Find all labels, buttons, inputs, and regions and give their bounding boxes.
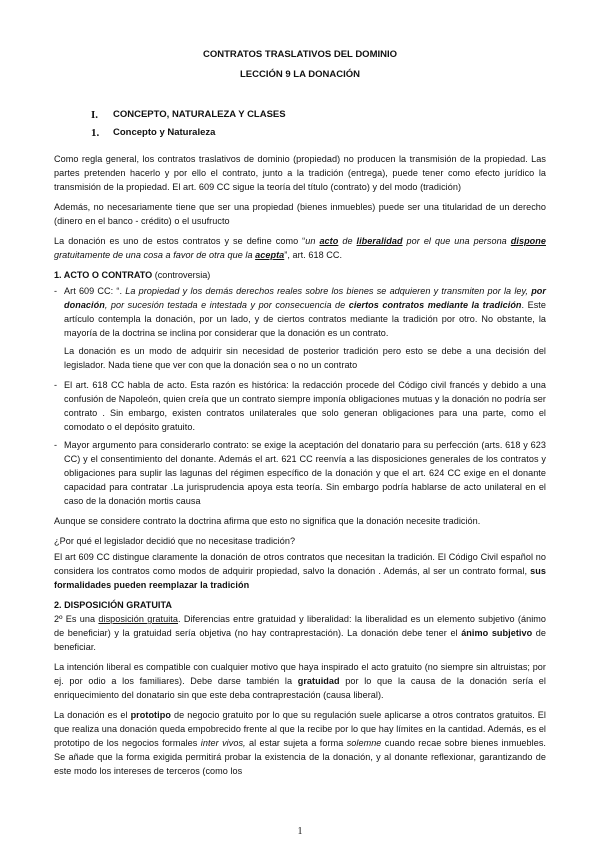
page-number: 1: [297, 826, 303, 837]
paragraph-question: ¿Por qué el legislador decidió que no necesitase tradición?: [54, 536, 296, 546]
paragraph-8: La intención liberal es compatible con cualquier motivo que haya inspirado el acto gratuito (no siempre sin altruistas; por ej. por odio a los familiares). Debe darse también la gratuidad por lo que la causa de la donación sería el enriquecimiento del donatario sin que este deba contraprestación (causa liberal).: [54, 662, 546, 700]
subsection-heading-1: [91, 126, 546, 140]
subsection-number: 1.: [91, 127, 100, 139]
paragraph-6: El art 609 CC distingue claramente la donación de otros contratos que necesitan la tradición. El Código Civil español no considera los contratos como modos de adquirir propiedad, salvo la donación . Además, al ser un contrato formal, sus formalidades pueden reemplazar la tradición: [54, 552, 546, 590]
bullet-1-continuation: La donación es un modo de adquirir sin necesidad de posterior tradición pero esto se debe a una decisión del legislador. Nada tiene que ver con que la donación sea o no un contrato: [64, 346, 546, 370]
section-number: I.: [91, 109, 99, 121]
lesson-title: LECCIÓN 9 LA DONACIÓN: [240, 69, 360, 80]
heading-disposicion-gratuita: 2. DISPOSICIÓN GRATUITA: [54, 600, 172, 610]
paragraph-2: Además, no necesariamente tiene que ser una propiedad (bienes inmuebles) puede ser una titularidad de un derecho (dinero en el banco - crédito) o el usufructo: [54, 202, 546, 226]
document-page: [54, 48, 546, 784]
paragraph-1: Como regla general, los contratos traslativos de dominio (propiedad) no producen la transmisión de la propiedad. Las partes pretenden hacerlo y por ello el contrato, junto a la tradición (entrega), puede tener como efecto jurídico la transmisión de la propiedad. El art. 609 CC sigue la teoría del título (contrato) y del modo (tradición): [54, 154, 546, 192]
subsection-title: Concepto y Naturaleza: [113, 127, 216, 138]
paragraph-4: Aunque se considere contrato la doctrina afirma que esto no significa que la donación necesite tradición.: [54, 516, 481, 526]
paragraph-9: La donación es el prototipo de negocio gratuito por lo que su regulación suele aplicarse a otros contratos gratuitos. El que realiza una donación queda empobrecido frente al que la recibe por lo que hay límites en la cantidad. Además, es el prototipo de los negocios formales inter vivos, al estar sujeta a forma solemne cuando recae sobre bienes inmuebles. Se añade que la forma exigida permitirá probar la existencia de la donación, y al donante reflexionar, garantizando de este modo los intereses de terceros (como los: [54, 710, 546, 776]
paragraph-3: La donación es uno de estos contratos y se define como “un acto de liberalidad por el que una persona dispone gratuitamente de una cosa a favor de otra que la acepta”, art. 618 CC.: [54, 236, 546, 260]
document-title: CONTRATOS TRASLATIVOS DEL DOMINIO: [202, 49, 398, 60]
bullet-3: - Mayor argumento para considerarlo contrato: se exige la aceptación del donatario para su perfección (arts. 618 y 623 CC) y el consentimiento del donante. Además el art. 621 CC reenvía a las disposiciones generales de los contratos y obligaciones para suplir las lagunas del régimen específico de la donación y que el art. 624 CC exige en el donante capacidad para contratar .La jurisprudencia apoya esta teoría. Sin embargo podría hablarse de acto unilateral en el caso de la donación mortis causa: [54, 440, 546, 506]
bullet-2: - El art. 618 CC habla de acto. Esta razón es histórica: la redacción procede del Código civil francés y debido a una confusión de Napoleón, quien creía que un contrato siempre imponía obligaciones mutuas y la donación no podría ser contrato . Sin embargo, existen contratos unilaterales que solo generan obligaciones para una parte, como el comodato o el depósito gratuito.: [54, 380, 546, 432]
section-title: CONCEPTO, NATURALEZA Y CLASES: [113, 109, 286, 120]
section-heading-1: [91, 108, 546, 122]
bullet-1: - Art 609 CC: “. La propiedad y los demás derechos reales sobre los bienes se adquieren y transmiten por la ley, por donación, por sucesión testada e intestada y por consecuencia de ciertos contratos mediante la tradición. Este artículo contempla la donación, por un lado, y de ciertos contratos mediante la tradición por otro. No obstante, la mayoría de la doctrina se inclina por considerar que la donación es un contrato.: [54, 286, 546, 338]
heading-acto-contrato: 1. ACTO O CONTRATO (controversia): [54, 270, 211, 280]
paragraph-7: 2º Es una disposición gratuita. Diferencias entre gratuidad y liberalidad: la liberalidad es un elemento subjetivo (ánimo de beneficiar) y la gratuidad sería objetiva (no hay contraprestación). La donación debe tener el ánimo subjetivo de beneficiar.: [54, 614, 547, 652]
